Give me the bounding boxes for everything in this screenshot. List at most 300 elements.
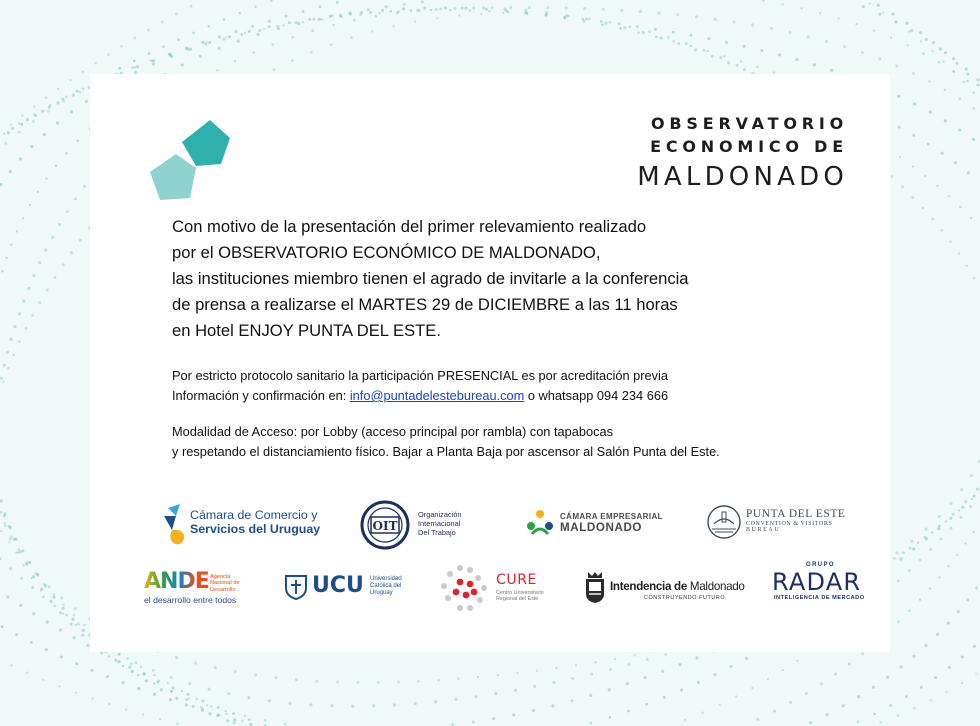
background-dot [509, 6, 512, 9]
background-dot [626, 682, 629, 685]
background-dot [976, 78, 979, 81]
background-dot [944, 88, 947, 91]
background-dot [936, 633, 939, 636]
background-dot [3, 522, 6, 525]
background-dot [435, 8, 438, 11]
background-dot [956, 554, 958, 556]
background-dot [825, 40, 828, 43]
background-dot [886, 676, 889, 679]
background-dot [830, 69, 833, 72]
logo-radar [772, 562, 872, 604]
background-dot [736, 64, 739, 67]
background-dot [497, 674, 499, 676]
background-dot [694, 48, 697, 51]
background-dot [1, 270, 4, 273]
logo-punta-del-este [706, 502, 846, 546]
background-dot [268, 20, 271, 23]
background-dot [970, 474, 973, 477]
background-dot [130, 663, 133, 666]
background-dot [972, 531, 974, 533]
background-dot [201, 709, 204, 712]
punta-del-este-line1: PUNTA DEL ESTE [746, 508, 846, 520]
background-dot [942, 60, 944, 62]
background-dot [701, 712, 703, 714]
background-dot [157, 680, 160, 683]
background-dot [216, 69, 218, 71]
background-dot [316, 680, 319, 683]
background-dot [118, 67, 121, 70]
background-dot [349, 11, 352, 14]
background-dot [944, 119, 947, 122]
background-dot [439, 7, 442, 10]
background-dot [75, 691, 77, 693]
background-dot [971, 498, 973, 500]
background-dot [921, 207, 924, 210]
intro-line: por el OBSERVATORIO ECONÓMICO DE MALDONADO, [172, 243, 601, 262]
background-dot [855, 23, 857, 25]
logo-ande [144, 570, 254, 610]
logo-intendencia [584, 570, 744, 606]
intro-line: Con motivo de la presentación del primer relevamiento realizado [172, 217, 647, 236]
background-dot [6, 351, 9, 354]
camara-comercio-icon [162, 502, 192, 546]
background-dot [958, 98, 961, 101]
background-dot [897, 95, 900, 98]
background-dot [931, 218, 934, 221]
background-dot [571, 677, 574, 680]
background-dot [745, 657, 748, 660]
background-dot [83, 185, 86, 188]
background-dot [707, 37, 710, 40]
background-dot [480, 13, 482, 15]
background-dot [975, 673, 977, 675]
background-dot [302, 21, 304, 23]
radar-mark: RADAR [772, 568, 862, 596]
background-dot [159, 718, 161, 720]
background-dot [482, 7, 485, 10]
background-dot [46, 620, 49, 623]
background-dot [331, 14, 334, 17]
intendencia-name-b: Maldonado [689, 580, 745, 593]
background-dot [367, 8, 370, 11]
background-dot [0, 183, 2, 186]
background-dot [201, 700, 204, 703]
background-dot [711, 55, 714, 58]
background-dot [735, 695, 737, 697]
background-dot [336, 681, 339, 684]
background-dot [655, 36, 658, 39]
background-dot [54, 276, 57, 279]
background-dot [58, 685, 60, 687]
invitation-text [172, 214, 862, 344]
background-dot [602, 8, 605, 11]
background-dot [240, 33, 243, 36]
background-dot [131, 670, 134, 673]
background-dot [938, 576, 940, 578]
background-dot [743, 68, 746, 71]
background-dot [877, 4, 880, 7]
background-dot [912, 134, 915, 137]
background-dot [26, 672, 28, 674]
background-dot [895, 64, 898, 67]
background-dot [756, 718, 759, 721]
background-dot [751, 23, 754, 26]
background-dot [1, 625, 4, 628]
background-dot [244, 32, 246, 34]
background-dot [41, 110, 44, 113]
background-dot [434, 700, 437, 703]
background-dot [723, 55, 725, 57]
background-dot [960, 488, 963, 491]
background-dot [106, 675, 109, 678]
background-dot [654, 28, 657, 31]
background-dot [697, 681, 700, 684]
background-dot [33, 105, 35, 107]
background-dot [25, 327, 28, 330]
camara-comercio-line1: Cámara de Comercio y [190, 508, 318, 522]
background-dot [909, 547, 912, 550]
background-dot [788, 31, 791, 34]
background-dot [175, 697, 178, 700]
background-dot [899, 557, 902, 560]
background-dot [247, 696, 250, 699]
background-dot [707, 50, 709, 52]
background-dot [7, 367, 10, 370]
background-dot [667, 36, 670, 39]
background-dot [234, 670, 237, 673]
background-dot [820, 682, 823, 685]
background-dot [570, 699, 573, 702]
background-dot [604, 22, 607, 25]
background-dot [601, 23, 604, 26]
background-dot [79, 239, 82, 242]
cure-line2: Regional del Este [496, 596, 539, 603]
background-dot [938, 515, 941, 518]
background-dot [175, 656, 178, 659]
background-dot [941, 152, 944, 155]
background-dot [57, 88, 59, 90]
background-dot [908, 610, 911, 613]
background-dot [70, 623, 73, 626]
background-dot [94, 62, 97, 65]
background-dot [274, 676, 277, 679]
ande-name [210, 574, 240, 593]
background-dot [45, 177, 47, 179]
background-dot [153, 674, 155, 676]
protocol-info [172, 366, 862, 406]
background-dot [311, 29, 314, 32]
background-dot [939, 537, 942, 540]
background-dot [952, 57, 955, 60]
background-dot [934, 676, 937, 679]
background-dot [789, 701, 792, 704]
background-dot [181, 690, 183, 692]
background-dot [796, 659, 798, 661]
background-dot [18, 550, 21, 553]
background-dot [931, 531, 933, 533]
background-dot [148, 52, 151, 55]
email-link[interactable]: info@puntadelestebureau.com [349, 388, 525, 403]
ucu-emblem-icon [284, 574, 308, 600]
background-dot [938, 61, 941, 64]
background-dot [46, 288, 49, 291]
background-dot [206, 704, 208, 706]
background-dot [899, 156, 901, 158]
access-line-2: y respetando el distanciamiento físico. Bajar a Planta Baja por ascensor al Salón Punta del Este. [172, 444, 720, 459]
background-dot [436, 17, 438, 19]
background-dot [924, 528, 927, 531]
background-dot [778, 53, 781, 56]
background-dot [122, 665, 125, 668]
background-dot [760, 49, 763, 52]
background-dot [919, 598, 921, 600]
background-dot [264, 719, 266, 721]
background-dot [912, 165, 914, 167]
background-dot [872, 686, 875, 689]
background-dot [472, 7, 475, 10]
background-dot [958, 128, 961, 131]
background-dot [276, 25, 279, 28]
background-dot [56, 122, 59, 125]
background-dot [48, 585, 51, 588]
background-dot [555, 667, 557, 669]
background-dot [214, 666, 217, 669]
protocol-text: Por estricto protocolo sanitario la participación PRESENCIAL es por acreditación previa [172, 368, 668, 383]
background-dot [133, 37, 136, 40]
background-dot [332, 24, 335, 27]
background-dot [929, 587, 931, 589]
background-dot [43, 583, 45, 585]
ande-mark-text: ANDE [144, 569, 209, 594]
oit-line3: Del Trabajo [418, 528, 456, 537]
background-dot [516, 672, 518, 674]
background-dot [83, 624, 86, 627]
background-dot [690, 45, 692, 47]
background-dot [965, 68, 968, 71]
background-dot [291, 36, 294, 39]
background-dot [532, 709, 535, 712]
background-dot [91, 669, 94, 672]
background-dot [190, 5, 193, 8]
background-dot [949, 502, 952, 505]
background-dot [185, 698, 188, 701]
background-dot [248, 30, 251, 33]
background-dot [862, 5, 865, 8]
background-dot [263, 28, 265, 30]
background-dot [977, 84, 980, 87]
background-dot [912, 72, 915, 75]
background-dot [936, 185, 938, 187]
background-dot [897, 621, 900, 624]
background-dot [458, 14, 460, 16]
background-dot [381, 9, 384, 12]
background-dot [526, 13, 528, 15]
punta-del-este-line3: BUREAU [746, 527, 781, 533]
background-dot [594, 661, 596, 663]
background-dot [223, 18, 225, 20]
background-dot [773, 710, 776, 713]
background-dot [664, 653, 667, 656]
background-dot [16, 230, 18, 232]
background-dot [237, 40, 240, 43]
background-dot [351, 705, 354, 708]
background-dot [86, 644, 89, 647]
background-dot [69, 79, 71, 81]
background-dot [185, 47, 188, 50]
background-dot [908, 569, 911, 572]
background-dot [160, 688, 163, 691]
background-dot [898, 126, 901, 129]
background-dot [575, 664, 577, 666]
background-dot [239, 12, 241, 14]
background-dot [353, 19, 356, 22]
background-dot [751, 687, 753, 689]
background-dot [929, 548, 932, 551]
background-dot [56, 101, 59, 104]
background-dot [10, 664, 12, 666]
background-dot [11, 127, 14, 130]
intro-line: de prensa a realizarse el MARTES 29 de DICIEMBRE a las 11 horas [172, 295, 678, 314]
background-dot [961, 506, 964, 509]
background-dot [228, 35, 231, 38]
background-dot [285, 15, 288, 18]
background-dot [356, 681, 359, 684]
background-dot [208, 712, 211, 715]
background-dot [461, 7, 464, 10]
background-dot [176, 722, 179, 725]
background-dot [32, 274, 35, 277]
background-dot [414, 702, 417, 705]
ande-line3: Desarrollo [210, 586, 236, 593]
background-dot [680, 689, 683, 692]
background-dot [62, 98, 65, 101]
background-dot [225, 710, 227, 712]
background-dot [73, 636, 76, 639]
background-dot [256, 33, 259, 36]
background-dot [945, 520, 947, 522]
background-dot [929, 111, 932, 114]
background-dot [91, 697, 93, 699]
background-dot [890, 37, 892, 39]
background-dot [25, 562, 27, 564]
background-dot [318, 18, 321, 21]
background-dot [319, 5, 322, 8]
background-dot [966, 80, 969, 83]
background-dot [951, 513, 954, 516]
background-dot [177, 38, 180, 41]
background-dot [17, 552, 19, 554]
background-dot [152, 59, 155, 62]
background-dot [582, 18, 585, 21]
background-dot [928, 80, 931, 83]
background-dot [3, 514, 6, 517]
background-dot [975, 587, 978, 590]
background-dot [371, 30, 373, 32]
background-dot [959, 206, 962, 209]
background-dot [782, 3, 784, 5]
background-dot [695, 656, 698, 659]
background-dot [31, 586, 34, 589]
background-dot [899, 665, 902, 668]
background-dot [895, 21, 897, 23]
background-dot [464, 7, 467, 10]
background-dot [137, 674, 140, 677]
background-dot [963, 81, 966, 84]
background-dot [34, 573, 36, 575]
background-dot [13, 325, 16, 328]
background-dot [62, 603, 65, 606]
background-dot [940, 229, 943, 232]
background-dot [588, 17, 591, 20]
intro-line: en Hotel ENJOY PUNTA DEL ESTE. [172, 321, 441, 340]
brand-line-2: ECONOMICO DE [650, 137, 848, 156]
background-dot [646, 658, 649, 661]
background-dot [77, 623, 80, 626]
background-dot [82, 629, 85, 632]
background-dot [45, 648, 48, 651]
ande-line1: Agencia [210, 574, 231, 580]
background-dot [145, 679, 148, 682]
background-dot [583, 7, 586, 10]
background-dot [38, 301, 41, 304]
background-dot [906, 44, 908, 46]
background-dot [302, 10, 305, 13]
background-dot [32, 612, 35, 615]
background-dot [972, 138, 975, 141]
background-dot [45, 97, 47, 99]
background-dot [44, 249, 47, 252]
ande-tagline: el desarrollo entre todos [144, 595, 237, 605]
background-dot [22, 217, 24, 219]
background-dot [147, 29, 150, 32]
background-dot [30, 145, 33, 148]
background-dot [770, 27, 773, 30]
background-dot [350, 36, 353, 39]
intro-line: las instituciones miembro tienen el agrado de invitarle a la conferencia [172, 269, 689, 288]
background-dot [969, 505, 972, 508]
background-dot [908, 30, 910, 32]
background-dot [21, 114, 23, 116]
background-dot [75, 662, 78, 665]
background-dot [642, 31, 645, 34]
background-dot [910, 540, 913, 543]
background-dot [336, 1, 339, 4]
background-dot [65, 152, 68, 155]
background-dot [30, 641, 33, 644]
background-dot [944, 51, 947, 54]
logo-oit [360, 500, 480, 552]
background-dot [170, 676, 173, 679]
background-dot [782, 669, 784, 671]
background-dot [308, 18, 311, 21]
background-dot [609, 668, 612, 671]
contact-suffix: o whatsapp 094 234 666 [524, 388, 669, 403]
background-dot [42, 679, 44, 681]
background-dot [609, 716, 612, 719]
background-dot [958, 509, 960, 511]
radar-tagline: INTELIGENCIA DE MERCADO [774, 595, 865, 601]
background-dot [868, 2, 870, 4]
background-dot [241, 720, 244, 723]
background-dot [59, 611, 62, 614]
background-dot [143, 673, 146, 676]
background-dot [15, 538, 18, 541]
background-dot [672, 31, 675, 34]
background-dot [5, 257, 7, 259]
background-dot [973, 107, 976, 110]
background-dot [932, 41, 935, 44]
background-dot [74, 197, 77, 200]
